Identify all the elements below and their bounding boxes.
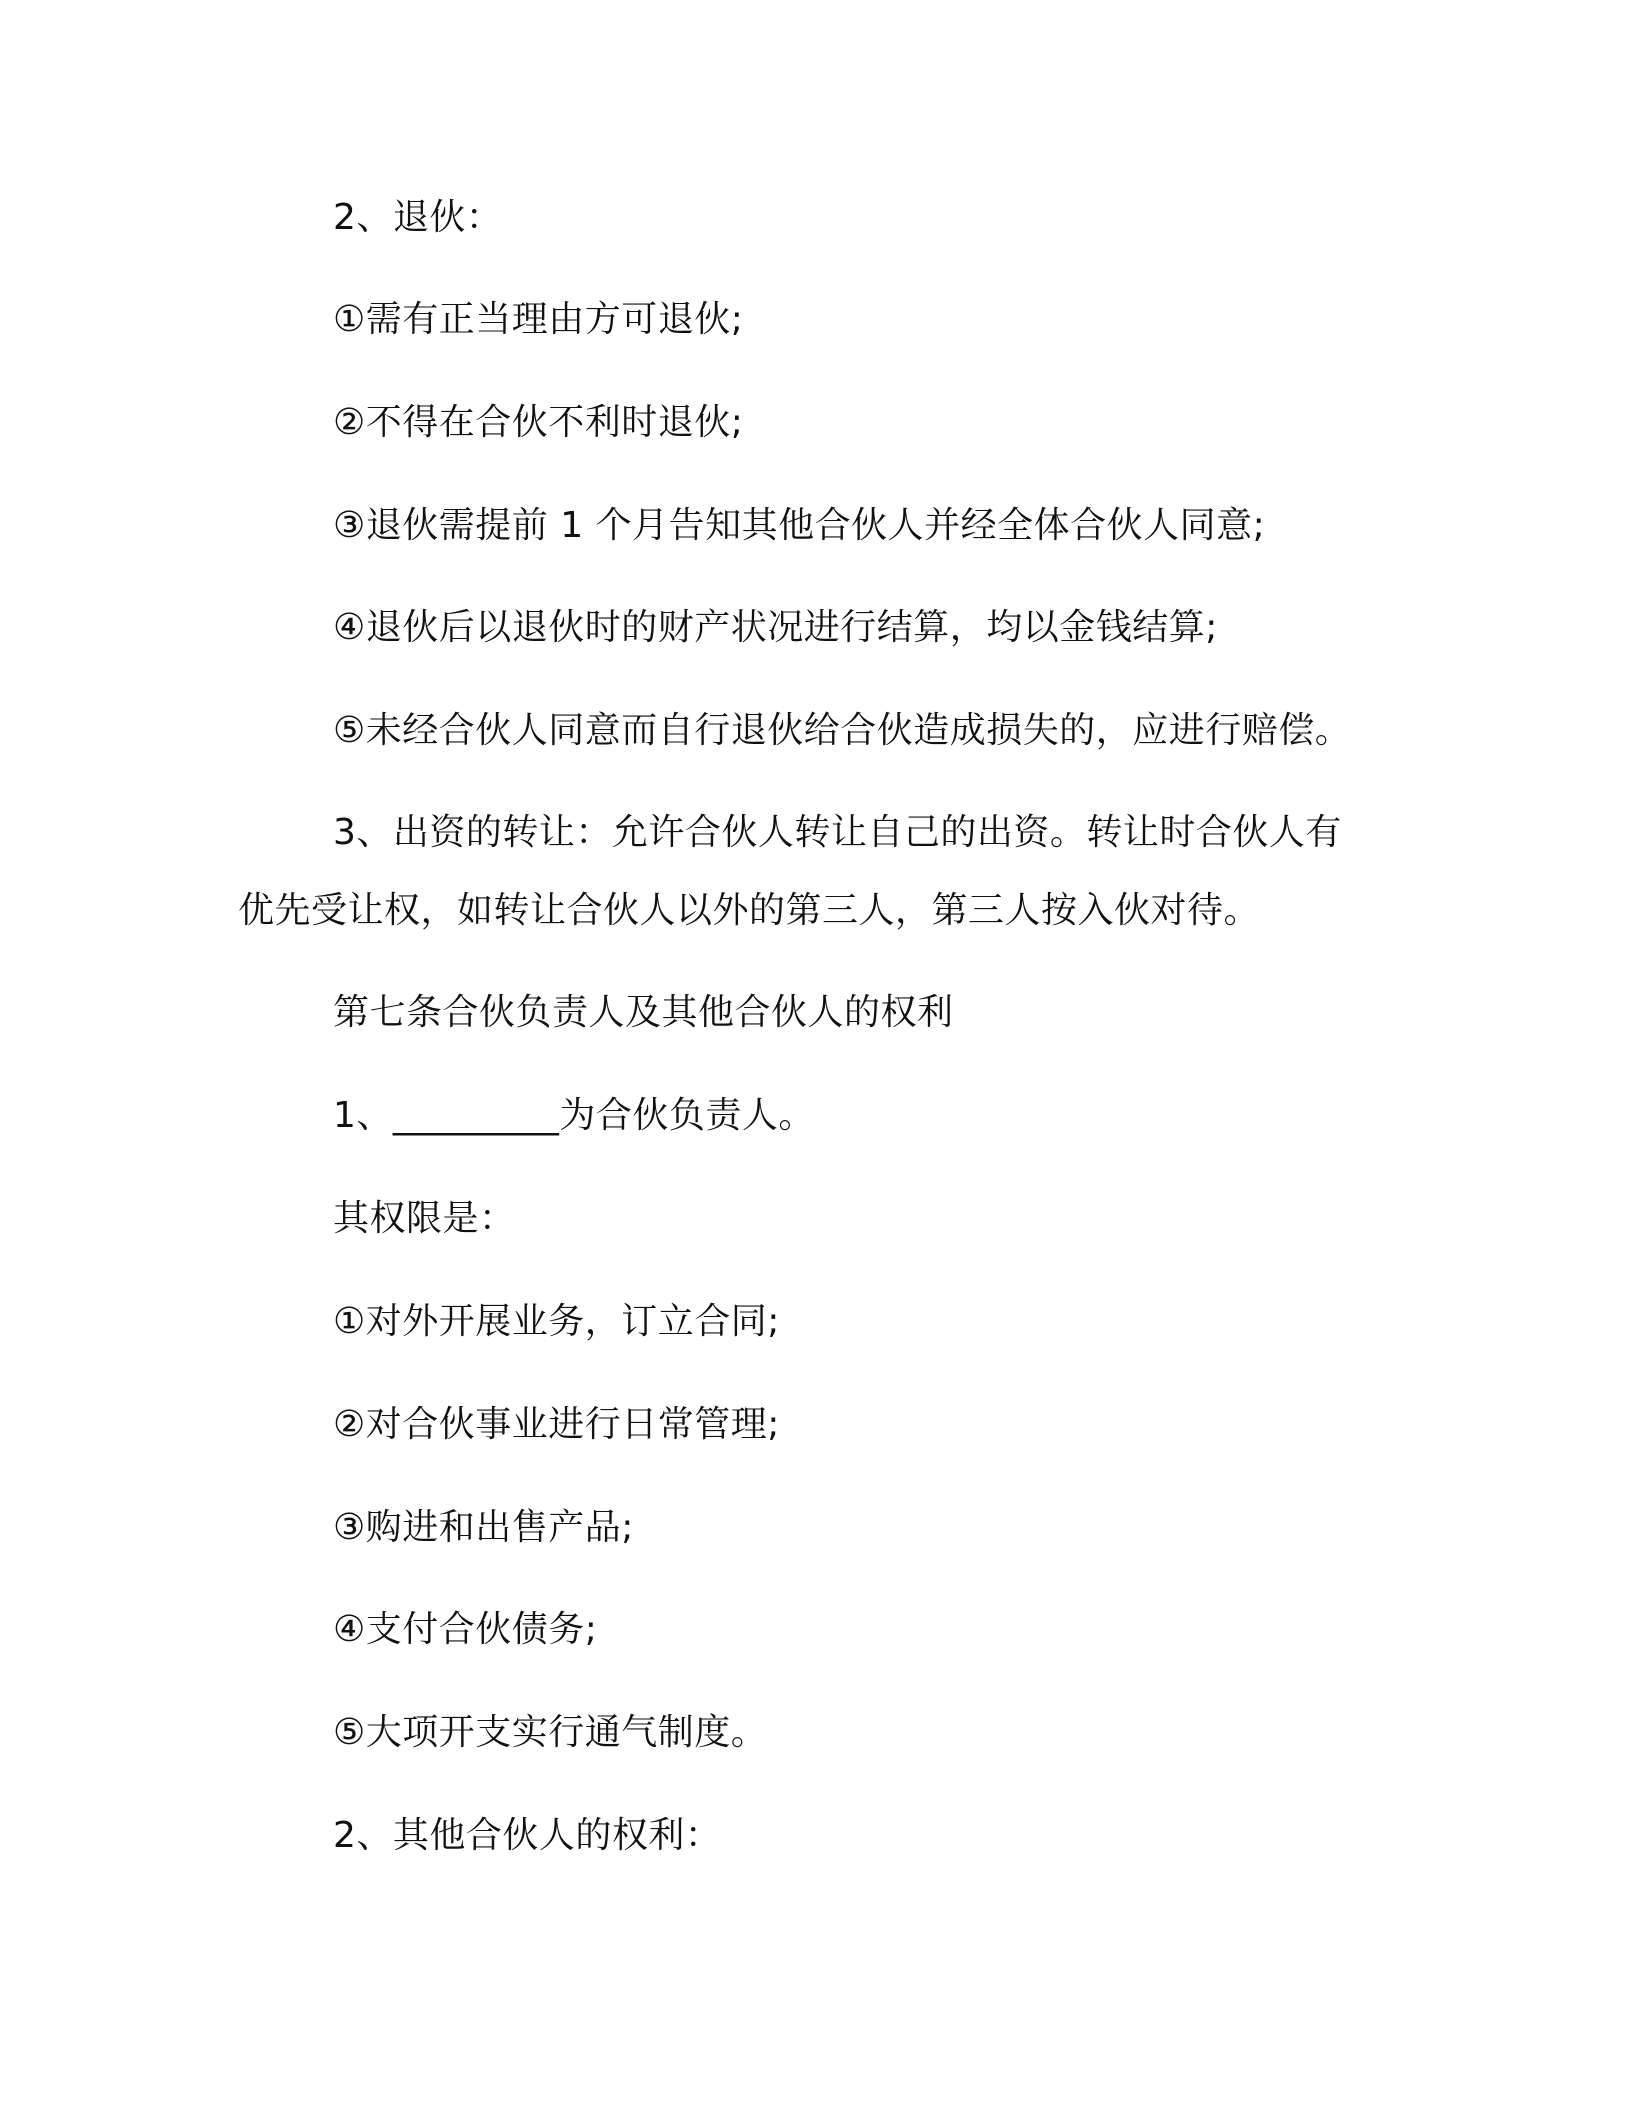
withdrawal-item-4: ④退伙后以退伙时的财产状况进行结算，均以金钱结算; [333,607,1218,648]
capital-transfer-paragraph [238,794,1358,950]
authority-heading: 其权限是： [333,1198,516,1239]
withdrawal-item-2: ②不得在合伙不利时退伙; [333,402,744,443]
withdrawal-item-5: ⑤未经合伙人同意而自行退伙给合伙造成损失的，应进行赔偿。 [333,710,1352,751]
capital-transfer-line-1: 3、出资的转让：允许合伙人转让自己的出资。转让时合伙人有 [333,812,1342,853]
other-partners-rights-heading: 2、其他合伙人的权利： [333,1815,722,1856]
partner-leader-line: 1、_________为合伙负责人。 [333,1095,815,1136]
withdrawal-heading: 2、退伙： [333,197,503,238]
authority-item-5: ⑤大项开支实行通气制度。 [333,1712,768,1753]
authority-item-4: ④支付合伙债务; [333,1609,598,1650]
authority-item-3: ③购进和出售产品; [333,1507,634,1548]
article-seven-heading: 第七条合伙负责人及其他合伙人的权利 [333,992,954,1033]
authority-item-1: ①对外开展业务，订立合同; [333,1301,780,1342]
withdrawal-item-3: ③退伙需提前 1 个月告知其他合伙人并经全体合伙人同意; [333,505,1266,546]
authority-item-2: ②对合伙事业进行日常管理; [333,1404,780,1445]
withdrawal-item-1: ①需有正当理由方可退伙; [333,299,744,340]
capital-transfer-line-2: 优先受让权，如转让合伙人以外的第三人，第三人按入伙对待。 [238,890,1261,931]
